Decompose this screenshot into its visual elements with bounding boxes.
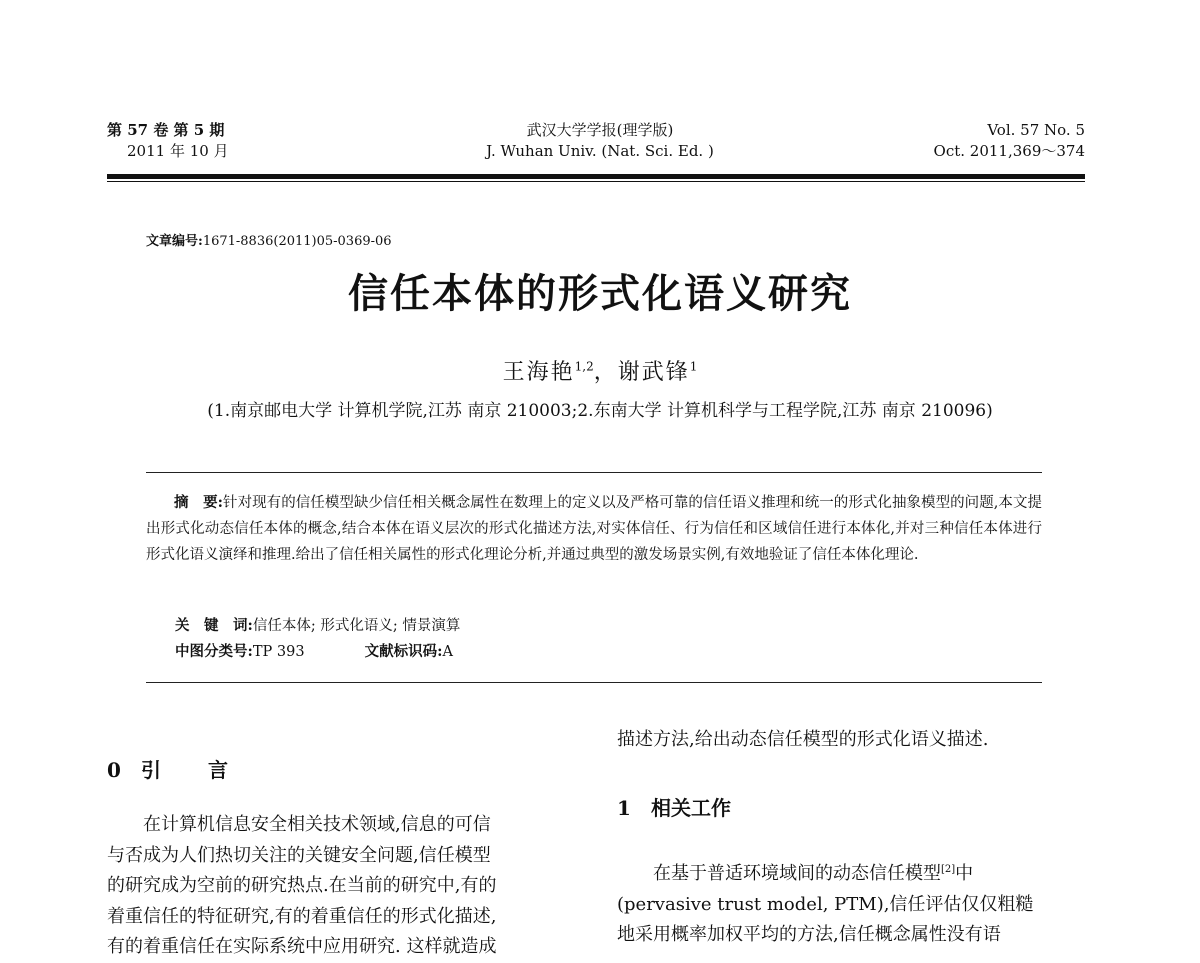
related-line-1 xyxy=(617,855,1083,890)
citation-ref: [2] xyxy=(941,864,956,875)
affiliation: (1.南京邮电大学 计算机学院,江苏 南京 210003;2.东南大学 计算机科学与工程学院,江苏 南京 210096) xyxy=(207,401,993,421)
abstract-text: 针对现有的信任模型缺少信任相关概念属性在数理上的定义以及严格可靠的信任语义推理和统一的形式化抽象模型的问题,本文提出形式化动态信任本体的概念,结合本体在语义层次的形式化描述方法,对实体信任、行为信任和区域信任进行本体化,并对三种信任本体进行形式化语义演绎和推理.给出了信任相关属性的形式化理论分析,并通过典型的激发场景实例,有效地验证了信任本体化理论. xyxy=(146,495,1042,563)
keywords-label: 关 键 词: xyxy=(175,617,253,634)
author-1-affil: 1,2 xyxy=(574,359,594,374)
volume-issue xyxy=(107,120,229,162)
date-pages: Oct. 2011,369～374 xyxy=(933,142,1085,160)
intro-line: 有的着重信任在实际系统中应用研究. 这样就造成 xyxy=(107,936,497,957)
volume-issue-text: 第 57 卷 第 5 期 xyxy=(107,121,225,139)
intro-line: 在计算机信息安全相关技术领域,信息的可信 xyxy=(143,814,491,835)
abstract xyxy=(146,490,1042,568)
volume-info-en xyxy=(934,120,1085,162)
doc-code-value: A xyxy=(442,644,453,660)
intro-body xyxy=(107,810,573,963)
article-id xyxy=(146,230,392,249)
section-0-number: 0 xyxy=(107,758,121,782)
paper-title: 信任本体的形式化语义研究 xyxy=(348,270,852,317)
intro-line: 着重信任的特征研究,有的着重信任的形式化描述, xyxy=(107,905,497,927)
related-line-3: 地采用概率加权平均的方法,信任概念属性没有语 xyxy=(617,924,1001,945)
journal-name-cn: 武汉大学学报(理学版) xyxy=(526,121,674,139)
article-id-value: 1671-8836(2011)05-0369-06 xyxy=(202,234,392,249)
doc-code-label: 文献标识码: xyxy=(364,643,443,660)
clc-value: TP 393 xyxy=(252,644,305,660)
related-line-1-text: 在基于普适环境域间的动态信任模型 xyxy=(653,863,941,884)
right-column xyxy=(617,725,1083,756)
abstract-paragraph xyxy=(146,490,1042,568)
header-rule-thin xyxy=(107,181,1085,182)
abstract-label: 摘 要: xyxy=(174,494,223,511)
section-1-heading xyxy=(617,792,731,821)
classification xyxy=(175,640,453,661)
carry-over-line: 描述方法,给出动态信任模型的形式化语义描述. xyxy=(617,729,989,750)
intro-line: 与否成为人们热切关注的关键安全问题,信任模型 xyxy=(107,844,491,866)
related-work-body xyxy=(617,855,1083,951)
related-line-1-end: 中 xyxy=(955,863,974,884)
author-2-affil: 1 xyxy=(689,359,698,374)
volume-en: Vol. 57 No. 5 xyxy=(987,121,1085,139)
author-separator: ， xyxy=(593,360,618,385)
section-0-heading xyxy=(107,754,248,783)
article-id-label: 文章编号: xyxy=(146,234,203,249)
section-1-title: 相关工作 xyxy=(651,796,731,820)
section-1-number: 1 xyxy=(617,796,631,820)
issue-date: 2011 年 10 月 xyxy=(127,142,229,160)
keywords xyxy=(175,614,460,635)
journal-name-en: J. Wuhan Univ. (Nat. Sci. Ed. ) xyxy=(486,142,714,160)
authors xyxy=(0,355,1200,386)
journal-name xyxy=(420,120,780,162)
author-1: 王海艳 xyxy=(502,360,575,385)
abstract-rule-bottom xyxy=(146,682,1042,683)
related-line-2: (pervasive trust model, PTM),信任评估仅仅粗糙 xyxy=(617,893,1034,915)
intro-line: 的研究成为空前的研究热点.在当前的研究中,有的 xyxy=(107,875,497,896)
clc-label: 中图分类号: xyxy=(175,643,253,660)
author-2: 谢武锋 xyxy=(617,360,690,385)
section-0-title: 引 言 xyxy=(141,758,248,782)
abstract-rule-top xyxy=(146,472,1042,473)
header-rule-thick xyxy=(107,174,1085,179)
keywords-value: 信任本体; 形式化语义; 情景演算 xyxy=(252,618,461,634)
